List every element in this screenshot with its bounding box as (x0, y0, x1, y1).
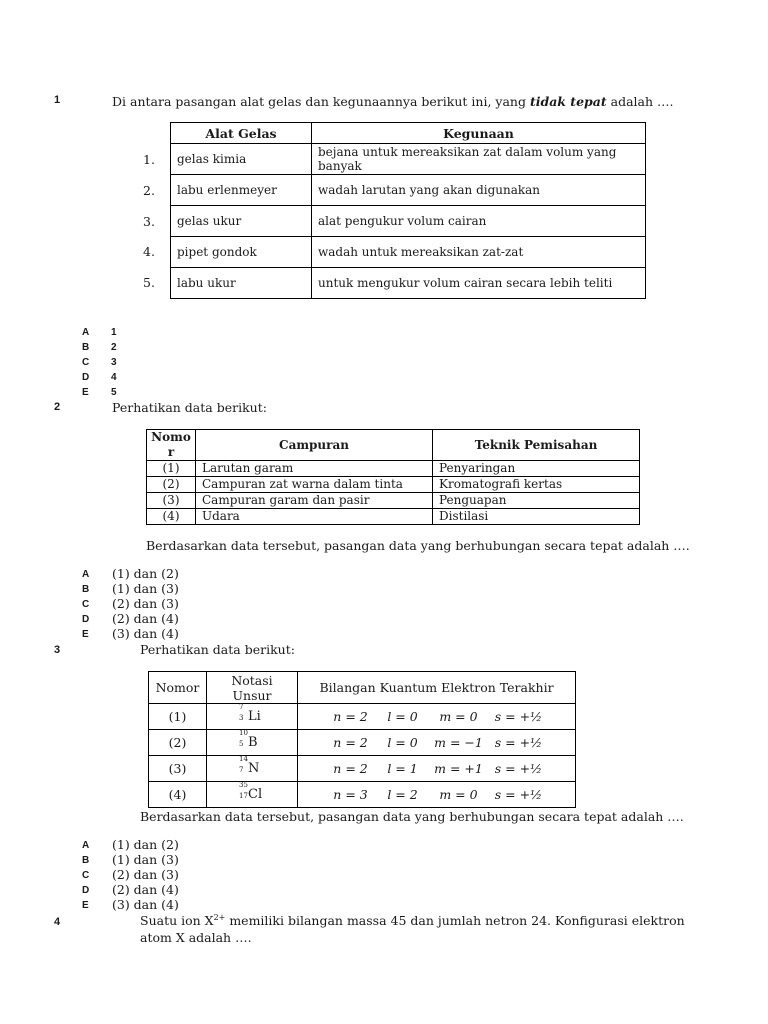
quantum-s: s = +½ (494, 735, 543, 750)
row-number: 2. (143, 183, 155, 198)
quantum-m: m = 0 (439, 787, 478, 802)
quantum-n: n = 2 (333, 761, 368, 776)
table-cell: pipet gondok (171, 237, 312, 268)
option-letter[interactable]: D (82, 885, 90, 896)
table-row (147, 477, 640, 493)
option-value[interactable]: 1 (111, 327, 117, 338)
quantum-s: s = +½ (494, 709, 543, 724)
quantum-s: s = +½ (494, 787, 543, 802)
quantum-m: m = +1 (434, 761, 483, 776)
question-stem (112, 94, 673, 109)
column-header: Bilangan Kuantum Elektron Terakhir (298, 672, 576, 704)
quantum-table (148, 671, 576, 808)
table-row (147, 493, 640, 509)
table-cell: wadah larutan yang akan digunakan (312, 175, 646, 206)
atomic-number: 7 (239, 766, 244, 774)
question-stem-line2: atom X adalah …. (140, 930, 252, 945)
table-cell: untuk mengukur volum cairan secara lebih teliti (312, 268, 646, 299)
option-letter[interactable]: A (82, 327, 90, 338)
column-header: Alat Gelas (171, 123, 312, 144)
table-cell: gelas kimia (171, 144, 312, 175)
quantum-n: n = 3 (333, 787, 368, 802)
quantum-m: m = 0 (439, 709, 478, 724)
stem-text-end: memiliki bilangan massa 45 dan jumlah netron 24. Konfigurasi elektron (225, 913, 685, 929)
stem-text: Suatu ion X (140, 913, 214, 929)
question-stem: Perhatikan data berikut: (112, 400, 267, 415)
element-symbol: N (248, 761, 260, 776)
option-letter[interactable]: B (82, 584, 90, 595)
option-value[interactable]: (2) dan (4) (112, 611, 179, 626)
atomic-number: 17 (239, 792, 248, 800)
option-letter[interactable]: C (82, 870, 90, 881)
option-value[interactable]: (1) dan (3) (112, 852, 179, 867)
stem-text: Di antara pasangan alat gelas dan kegunaannya berikut ini, yang (112, 94, 530, 109)
table-row (147, 461, 640, 477)
quantum-n: n = 2 (333, 709, 368, 724)
table-cell: labu erlenmeyer (171, 175, 312, 206)
quantum-l: l = 0 (387, 735, 418, 750)
option-letter[interactable]: C (82, 357, 90, 368)
table-cell: (2) (147, 477, 196, 493)
atomic-number: 3 (239, 714, 244, 722)
stem-text-end: adalah …. (606, 94, 674, 109)
table-cell: Udara (196, 509, 433, 525)
quantum-l: l = 0 (387, 709, 418, 724)
table-row (149, 782, 576, 808)
table-cell: (4) (147, 509, 196, 525)
table-cell: Campuran garam dan pasir (196, 493, 433, 509)
table-row (171, 175, 646, 206)
quantum-s: s = +½ (494, 761, 543, 776)
table-row (171, 268, 646, 299)
element-notation (207, 730, 298, 756)
table-cell: (2) (149, 730, 207, 756)
option-value[interactable]: (2) dan (3) (112, 596, 179, 611)
stem-emphasis: tidak tepat (529, 94, 607, 109)
table-cell: Distilasi (433, 509, 640, 525)
element-symbol: B (248, 735, 258, 750)
column-header: Campuran (196, 430, 433, 461)
column-header: Nomo r (147, 430, 196, 461)
option-letter[interactable]: E (82, 900, 89, 911)
option-value[interactable]: 5 (111, 387, 117, 398)
table-cell: Penyaringan (433, 461, 640, 477)
option-value[interactable]: (1) dan (2) (112, 837, 179, 852)
separation-table (146, 429, 640, 525)
option-letter[interactable]: E (82, 629, 89, 640)
table-row (171, 144, 646, 175)
table-cell: (3) (147, 493, 196, 509)
table-cell: alat pengukur volum cairan (312, 206, 646, 237)
table-row (149, 756, 576, 782)
atomic-number: 5 (239, 740, 244, 748)
option-value[interactable]: (2) dan (3) (112, 867, 179, 882)
quantum-numbers (298, 782, 576, 808)
quantum-numbers (298, 730, 576, 756)
table-cell: Larutan garam (196, 461, 433, 477)
option-value[interactable]: 3 (111, 357, 117, 368)
table-cell: (1) (147, 461, 196, 477)
mass-number: 35 (239, 781, 248, 789)
mass-number: 14 (239, 755, 248, 763)
question-stem (140, 913, 685, 928)
question-number: 3 (54, 644, 61, 656)
column-header: Kegunaan (312, 123, 646, 144)
element-notation (207, 704, 298, 730)
row-number: 3. (143, 214, 155, 229)
table-row (149, 730, 576, 756)
table-row (171, 206, 646, 237)
quantum-m: m = −1 (434, 735, 483, 750)
element-notation (207, 756, 298, 782)
row-number: 1. (143, 152, 155, 167)
question-number: 4 (54, 916, 61, 928)
option-value[interactable]: 2 (111, 342, 117, 353)
row-number: 5. (143, 275, 155, 290)
option-letter[interactable]: A (82, 569, 90, 580)
column-header: Notasi Unsur (207, 672, 298, 704)
option-value[interactable]: (2) dan (4) (112, 882, 179, 897)
question-followup: Berdasarkan data tersebut, pasangan data yang berhubungan secara tepat adalah …. (140, 809, 684, 824)
table-cell: wadah untuk mereaksikan zat-zat (312, 237, 646, 268)
quantum-numbers (298, 756, 576, 782)
table-cell: Kromatografi kertas (433, 477, 640, 493)
table-cell: (4) (149, 782, 207, 808)
table-row (147, 509, 640, 525)
row-number: 4. (143, 244, 155, 259)
option-value[interactable]: (3) dan (4) (112, 897, 179, 912)
table-cell: Penguapan (433, 493, 640, 509)
option-value[interactable]: (1) dan (2) (112, 566, 179, 581)
column-header: Teknik Pemisahan (433, 430, 640, 461)
element-symbol: Cl (248, 787, 263, 802)
question-number: 2 (54, 401, 61, 413)
question-stem: Perhatikan data berikut: (140, 642, 295, 657)
option-value[interactable]: 4 (111, 372, 117, 383)
column-header: Nomor (149, 672, 207, 704)
table-cell: (3) (149, 756, 207, 782)
quantum-numbers (298, 704, 576, 730)
table-row (149, 704, 576, 730)
option-value[interactable]: (3) dan (4) (112, 626, 179, 641)
option-letter[interactable]: A (82, 840, 90, 851)
quantum-l: l = 2 (387, 787, 418, 802)
mass-number: 10 (239, 729, 248, 737)
option-value[interactable]: (1) dan (3) (112, 581, 179, 596)
mass-number: 7 (239, 703, 244, 711)
option-letter[interactable]: D (82, 614, 90, 625)
element-symbol: Li (248, 709, 261, 724)
quantum-l: l = 1 (387, 761, 418, 776)
option-letter[interactable]: B (82, 855, 90, 866)
element-notation (207, 782, 298, 808)
table-cell: gelas ukur (171, 206, 312, 237)
table-cell: bejana untuk mereaksikan zat dalam volum yang banyak (312, 144, 646, 175)
ion-charge: 2+ (213, 913, 226, 922)
question-followup: Berdasarkan data tersebut, pasangan data yang berhubungan secara tepat adalah …. (146, 538, 690, 553)
option-letter[interactable]: B (82, 342, 90, 353)
quantum-n: n = 2 (333, 735, 368, 750)
table-cell: labu ukur (171, 268, 312, 299)
question-number: 1 (54, 94, 61, 106)
glassware-table (170, 122, 646, 299)
option-letter[interactable]: C (82, 599, 90, 610)
option-letter[interactable]: E (82, 387, 89, 398)
table-row (171, 237, 646, 268)
table-cell: (1) (149, 704, 207, 730)
table-cell: Campuran zat warna dalam tinta (196, 477, 433, 493)
option-letter[interactable]: D (82, 372, 90, 383)
